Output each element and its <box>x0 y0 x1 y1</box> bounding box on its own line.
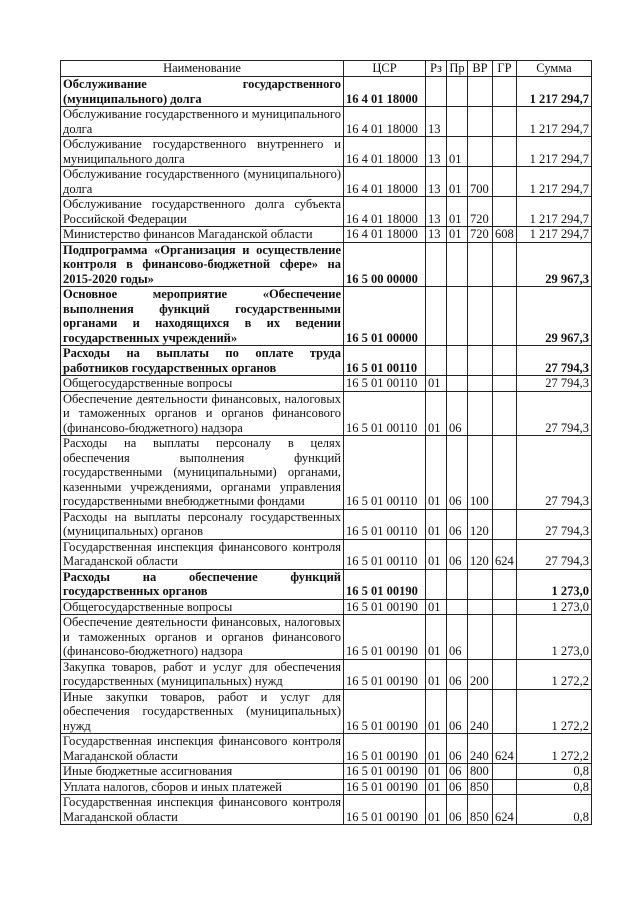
cell-gr: 624 <box>493 734 517 764</box>
cell-csr: 16 5 01 00190 <box>344 764 426 780</box>
cell-csr: 16 5 01 00190 <box>344 795 426 825</box>
table-row <box>61 509 592 539</box>
table-row <box>61 569 592 599</box>
header-csr: ЦСР <box>344 61 426 77</box>
cell-gr <box>493 376 517 392</box>
cell-name: Государственная инспекция финансового контроля Магаданской области <box>61 539 344 569</box>
cell-csr: 16 4 01 18000 <box>344 197 426 227</box>
cell-csr: 16 5 01 00190 <box>344 659 426 689</box>
cell-gr <box>493 599 517 615</box>
cell-rz <box>426 242 447 287</box>
cell-pr: 06 <box>447 689 468 734</box>
cell-pr: 06 <box>447 436 468 510</box>
cell-sum: 1 217 294,7 <box>517 137 592 167</box>
table-row <box>61 242 592 287</box>
cell-rz <box>426 77 447 107</box>
table-row <box>61 137 592 167</box>
cell-rz: 01 <box>426 599 447 615</box>
cell-csr: 16 5 01 00110 <box>344 346 426 376</box>
cell-rz: 01 <box>426 376 447 392</box>
cell-rz: 01 <box>426 734 447 764</box>
cell-name: Общегосударственные вопросы <box>61 599 344 615</box>
cell-sum: 1 217 294,7 <box>517 167 592 197</box>
table-row <box>61 167 592 197</box>
cell-name: Обслуживание государственного (муниципального) долга <box>61 77 344 107</box>
cell-csr: 16 5 00 00000 <box>344 242 426 287</box>
cell-sum: 29 967,3 <box>517 242 592 287</box>
cell-name: Уплата налогов, сборов и иных платежей <box>61 779 344 795</box>
table-row <box>61 599 592 615</box>
cell-vr: 700 <box>468 167 493 197</box>
cell-csr: 16 5 01 00190 <box>344 734 426 764</box>
cell-sum: 1 273,0 <box>517 615 592 660</box>
table-row <box>61 779 592 795</box>
cell-vr: 120 <box>468 509 493 539</box>
cell-csr: 16 5 01 00110 <box>344 509 426 539</box>
cell-vr <box>468 77 493 107</box>
cell-vr <box>468 615 493 660</box>
cell-rz: 01 <box>426 615 447 660</box>
cell-rz: 01 <box>426 795 447 825</box>
cell-vr: 240 <box>468 689 493 734</box>
cell-pr <box>447 569 468 599</box>
cell-gr <box>493 615 517 660</box>
cell-name: Расходы на выплаты персоналу государственных (муниципальных) органов <box>61 509 344 539</box>
cell-sum: 27 794,3 <box>517 509 592 539</box>
table-row <box>61 197 592 227</box>
cell-csr: 16 4 01 18000 <box>344 107 426 137</box>
cell-sum: 1 273,0 <box>517 569 592 599</box>
table-row <box>61 77 592 107</box>
cell-sum: 27 794,3 <box>517 376 592 392</box>
cell-name: Обеспечение деятельности финансовых, налоговых и таможенных органов и органов финансового (финансово-бюджетного) надзора <box>61 391 344 436</box>
cell-name: Расходы на выплаты по оплате труда работников государственных органов <box>61 346 344 376</box>
cell-sum: 1 217 294,7 <box>517 107 592 137</box>
cell-gr <box>493 779 517 795</box>
cell-pr: 01 <box>447 197 468 227</box>
cell-name: Подпрограмма «Организация и осуществление контроля в финансово-бюджетной сфере» на 2015-2020 годы» <box>61 242 344 287</box>
cell-sum: 1 217 294,7 <box>517 197 592 227</box>
cell-gr <box>493 764 517 780</box>
cell-sum: 0,8 <box>517 764 592 780</box>
header-vr: ВР <box>468 61 493 77</box>
cell-pr: 06 <box>447 659 468 689</box>
cell-gr: 608 <box>493 227 517 243</box>
cell-rz: 13 <box>426 197 447 227</box>
header-sum: Сумма <box>517 61 592 77</box>
cell-vr <box>468 287 493 346</box>
table-header-row <box>61 61 592 77</box>
cell-rz <box>426 287 447 346</box>
cell-name: Расходы на выплаты персоналу в целях обеспечения выполнения функций государственными (муниципальными) органами, казенными учреждениями, органами управления государственными внебюджетными фондами <box>61 436 344 510</box>
cell-pr <box>447 287 468 346</box>
cell-gr <box>493 391 517 436</box>
table-row <box>61 287 592 346</box>
table-row <box>61 227 592 243</box>
cell-csr: 16 5 01 00110 <box>344 376 426 392</box>
cell-gr: 624 <box>493 539 517 569</box>
cell-rz <box>426 346 447 376</box>
cell-name: Закупка товаров, работ и услуг для обеспечения государственных (муниципальных) нужд <box>61 659 344 689</box>
cell-pr <box>447 346 468 376</box>
cell-vr <box>468 569 493 599</box>
cell-gr <box>493 77 517 107</box>
cell-rz: 01 <box>426 689 447 734</box>
table-row <box>61 795 592 825</box>
document-page <box>60 60 591 825</box>
cell-vr: 200 <box>468 659 493 689</box>
header-pr: Пр <box>447 61 468 77</box>
cell-csr: 16 5 01 00190 <box>344 599 426 615</box>
cell-sum: 29 967,3 <box>517 287 592 346</box>
cell-gr <box>493 167 517 197</box>
cell-vr: 850 <box>468 795 493 825</box>
table-row <box>61 659 592 689</box>
cell-vr: 800 <box>468 764 493 780</box>
cell-pr: 06 <box>447 734 468 764</box>
cell-csr: 16 5 01 00000 <box>344 287 426 346</box>
cell-vr: 720 <box>468 227 493 243</box>
cell-rz: 01 <box>426 391 447 436</box>
cell-pr: 01 <box>447 227 468 243</box>
cell-rz: 01 <box>426 779 447 795</box>
cell-sum: 27 794,3 <box>517 391 592 436</box>
cell-name: Иные закупки товаров, работ и услуг для обеспечения государственных (муниципальных) нужд <box>61 689 344 734</box>
cell-csr: 16 5 01 00110 <box>344 391 426 436</box>
cell-gr: 624 <box>493 795 517 825</box>
cell-name: Основное мероприятие «Обеспечение выполнения функций государственными органами и находящихся в их ведении государственных учреждений» <box>61 287 344 346</box>
cell-pr: 01 <box>447 137 468 167</box>
table-row <box>61 391 592 436</box>
cell-vr <box>468 137 493 167</box>
cell-vr <box>468 599 493 615</box>
cell-pr <box>447 376 468 392</box>
cell-rz: 01 <box>426 509 447 539</box>
header-rz: Рз <box>426 61 447 77</box>
cell-csr: 16 5 01 00190 <box>344 569 426 599</box>
cell-pr <box>447 107 468 137</box>
cell-sum: 0,8 <box>517 779 592 795</box>
cell-rz: 13 <box>426 167 447 197</box>
cell-gr <box>493 107 517 137</box>
cell-gr <box>493 137 517 167</box>
cell-gr <box>493 346 517 376</box>
cell-vr <box>468 242 493 287</box>
cell-pr: 01 <box>447 167 468 197</box>
table-row <box>61 107 592 137</box>
cell-gr <box>493 436 517 510</box>
cell-csr: 16 4 01 18000 <box>344 167 426 197</box>
cell-gr <box>493 197 517 227</box>
table-row <box>61 764 592 780</box>
cell-csr: 16 5 01 00190 <box>344 779 426 795</box>
cell-sum: 0,8 <box>517 795 592 825</box>
cell-vr <box>468 346 493 376</box>
cell-pr: 06 <box>447 539 468 569</box>
cell-vr <box>468 376 493 392</box>
cell-sum: 1 217 294,7 <box>517 77 592 107</box>
cell-csr: 16 5 01 00190 <box>344 615 426 660</box>
cell-gr <box>493 509 517 539</box>
cell-name: Министерство финансов Магаданской области <box>61 227 344 243</box>
cell-vr: 120 <box>468 539 493 569</box>
cell-vr <box>468 107 493 137</box>
cell-name: Обслуживание государственного внутреннего и муниципального долга <box>61 137 344 167</box>
cell-csr: 16 5 01 00110 <box>344 539 426 569</box>
table-row <box>61 734 592 764</box>
table-row <box>61 539 592 569</box>
table-row <box>61 689 592 734</box>
cell-name: Государственная инспекция финансового контроля Магаданской области <box>61 734 344 764</box>
cell-rz: 01 <box>426 539 447 569</box>
table-row <box>61 615 592 660</box>
cell-gr <box>493 659 517 689</box>
cell-name: Общегосударственные вопросы <box>61 376 344 392</box>
table-row <box>61 376 592 392</box>
cell-csr: 16 4 01 18000 <box>344 227 426 243</box>
cell-pr: 06 <box>447 795 468 825</box>
cell-name: Обслуживание государственного и муниципального долга <box>61 107 344 137</box>
cell-gr <box>493 569 517 599</box>
cell-csr: 16 5 01 00110 <box>344 436 426 510</box>
cell-rz: 01 <box>426 659 447 689</box>
cell-sum: 1 272,2 <box>517 689 592 734</box>
cell-sum: 1 217 294,7 <box>517 227 592 243</box>
header-gr: ГР <box>493 61 517 77</box>
cell-sum: 27 794,3 <box>517 539 592 569</box>
cell-vr <box>468 391 493 436</box>
cell-pr: 06 <box>447 615 468 660</box>
cell-name: Иные бюджетные ассигнования <box>61 764 344 780</box>
cell-pr: 06 <box>447 509 468 539</box>
cell-rz: 01 <box>426 764 447 780</box>
table-row <box>61 346 592 376</box>
cell-sum: 27 794,3 <box>517 346 592 376</box>
cell-name: Государственная инспекция финансового контроля Магаданской области <box>61 795 344 825</box>
cell-rz: 13 <box>426 137 447 167</box>
cell-pr: 06 <box>447 764 468 780</box>
cell-csr: 16 5 01 00190 <box>344 689 426 734</box>
cell-csr: 16 4 01 18000 <box>344 137 426 167</box>
cell-rz <box>426 569 447 599</box>
cell-sum: 1 273,0 <box>517 599 592 615</box>
table-row <box>61 436 592 510</box>
cell-sum: 1 272,2 <box>517 659 592 689</box>
budget-table <box>60 60 592 825</box>
cell-pr <box>447 599 468 615</box>
cell-vr: 240 <box>468 734 493 764</box>
cell-name: Обеспечение деятельности финансовых, налоговых и таможенных органов и органов финансового (финансово-бюджетного) надзора <box>61 615 344 660</box>
cell-pr: 06 <box>447 391 468 436</box>
cell-name: Обслуживание государственного (муниципального) долга <box>61 167 344 197</box>
cell-rz: 01 <box>426 436 447 510</box>
cell-sum: 1 272,2 <box>517 734 592 764</box>
cell-pr <box>447 77 468 107</box>
cell-name: Расходы на обеспечение функций государственных органов <box>61 569 344 599</box>
cell-rz: 13 <box>426 227 447 243</box>
cell-sum: 27 794,3 <box>517 436 592 510</box>
table-body <box>61 77 592 825</box>
cell-vr: 720 <box>468 197 493 227</box>
cell-pr <box>447 242 468 287</box>
cell-vr: 100 <box>468 436 493 510</box>
cell-gr <box>493 287 517 346</box>
cell-pr: 06 <box>447 779 468 795</box>
cell-csr: 16 4 01 18000 <box>344 77 426 107</box>
cell-name: Обслуживание государственного долга субъекта Российской Федерации <box>61 197 344 227</box>
cell-rz: 13 <box>426 107 447 137</box>
cell-gr <box>493 242 517 287</box>
cell-gr <box>493 689 517 734</box>
cell-vr: 850 <box>468 779 493 795</box>
header-name: Наименование <box>61 61 344 77</box>
